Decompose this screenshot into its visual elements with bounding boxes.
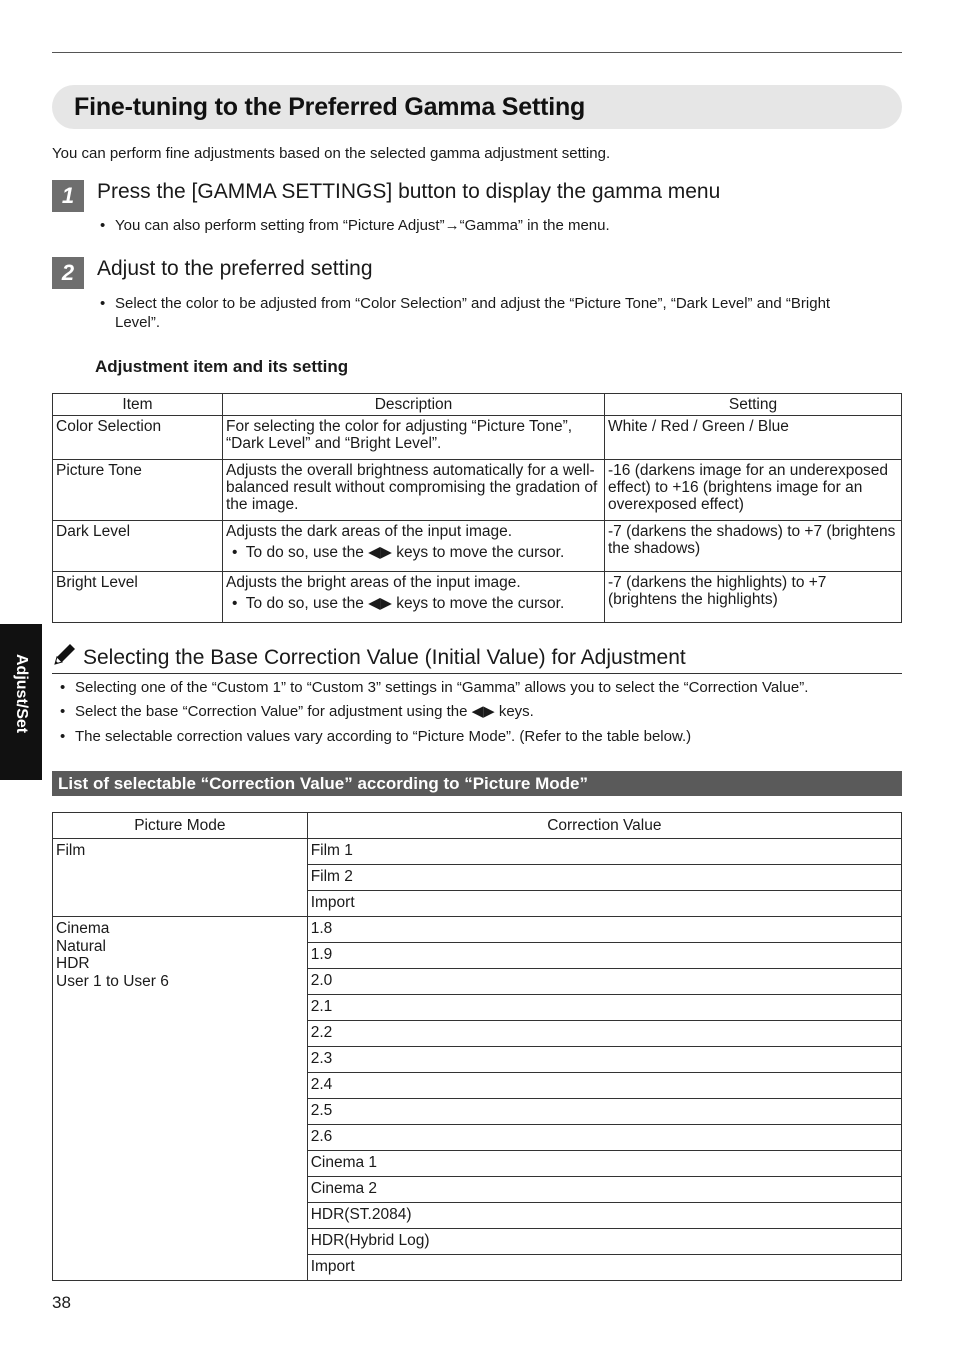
cell-correction-value: Import: [307, 1255, 901, 1281]
cell-bullet: • To do so, use the ◀▶ keys to move the cursor.: [232, 544, 565, 561]
cell-setting: -16 (darkens image for an underexposed effect) to +16 (brightens image for an overexposed effect): [605, 460, 902, 521]
cell-picture-mode: [53, 917, 308, 1281]
cell-bullet: • To do so, use the ◀▶ keys to move the cursor.: [232, 595, 565, 612]
section-side-tab: [0, 624, 42, 780]
correction-table: [52, 812, 902, 1281]
list-heading: List of selectable “Correction Value” according to “Picture Mode”: [58, 774, 588, 793]
bullet-text: The selectable correction values vary according to “Picture Mode”. (Refer to the table below.): [75, 728, 692, 745]
column-header-setting: Setting: [605, 394, 902, 416]
note-title: Selecting the Base Correction Value (Initial Value) for Adjustment: [83, 646, 686, 669]
cell-description-text: Adjusts the bright areas of the input image.: [226, 574, 521, 591]
top-rule: [52, 52, 902, 53]
table-row: [53, 416, 902, 460]
adjustment-table-heading: Adjustment item and its setting: [95, 357, 349, 376]
cell-correction-value: Import: [307, 891, 901, 917]
column-header-picture-mode: Picture Mode: [53, 813, 308, 839]
note-bullet: [60, 702, 534, 721]
cell-correction-value: 2.0: [307, 969, 901, 995]
picture-mode: Natural: [56, 937, 106, 955]
note-heading: [52, 641, 902, 674]
list-heading-band: [52, 771, 902, 796]
bullet-dot: •: [100, 217, 106, 234]
cell-bullet-text: To do so, use the ◀▶ keys to move the cursor.: [245, 544, 565, 561]
cell-setting: -7 (darkens the highlights) to +7 (brightens the highlights): [605, 572, 902, 623]
table-row: [53, 460, 902, 521]
cell-picture-mode: [53, 839, 308, 917]
table-header-row: [53, 813, 902, 839]
picture-mode: Cinema: [56, 920, 110, 937]
cell-correction-value: 2.5: [307, 1099, 901, 1125]
note-bullet: [60, 678, 809, 697]
cell-correction-value: 2.2: [307, 1021, 901, 1047]
step-title: Press the [GAMMA SETTINGS] button to display the gamma menu: [97, 180, 721, 203]
bullet-dot: •: [60, 728, 66, 745]
cell-setting: -7 (darkens the shadows) to +7 (brightens the shadows): [605, 521, 902, 572]
adjustment-table: [52, 393, 902, 623]
note-bullet: [60, 727, 692, 746]
bullet-text: Select the base “Correction Value” for adjustment using the ◀▶ keys.: [75, 703, 534, 720]
bullet-dot: •: [60, 703, 66, 720]
cell-description: For selecting the color for adjusting “Picture Tone”, “Dark Level” and “Bright Level”.: [223, 416, 605, 460]
cell-correction-value: Film 2: [307, 865, 901, 891]
column-header-correction-value: Correction Value: [307, 813, 901, 839]
picture-mode: Film: [56, 842, 86, 859]
bullet-text-line-2: Level”.: [115, 314, 161, 331]
cell-description: [223, 521, 605, 572]
cell-description: Adjusts the overall brightness automatically for a well-balanced result without compromising the gradation of the image.: [223, 460, 605, 521]
cell-item: Color Selection: [53, 416, 223, 460]
intro-text: You can perform fine adjustments based on the selected gamma adjustment setting.: [52, 145, 611, 162]
table-row: [53, 572, 902, 623]
step-2-bullet: [100, 294, 905, 332]
cell-correction-value: 1.8: [307, 917, 901, 943]
cell-correction-value: 2.1: [307, 995, 901, 1021]
cell-item: Dark Level: [53, 521, 223, 572]
column-header-description: Description: [223, 394, 605, 416]
step-number: 1: [52, 180, 84, 212]
table-row: [53, 521, 902, 572]
page-number: 38: [52, 1293, 71, 1312]
cell-item: Picture Tone: [53, 460, 223, 521]
step-number: 2: [52, 257, 84, 289]
cell-correction-value: 2.3: [307, 1047, 901, 1073]
cell-correction-value: Cinema 1: [307, 1151, 901, 1177]
bullet-dot: •: [60, 679, 66, 696]
picture-mode: HDR: [56, 955, 90, 972]
pencil-icon: [52, 641, 78, 667]
bullet-text: Selecting one of the “Custom 1” to “Custom 3” settings in “Gamma” allows you to select the “Correction Value”.: [75, 679, 809, 696]
side-tab-label: Adjust/Set: [13, 654, 30, 734]
step-1-bullet: [100, 216, 610, 235]
table-row: [53, 839, 902, 865]
column-header-item: Item: [53, 394, 223, 416]
cell-description: [223, 572, 605, 623]
cell-bullet-text: To do so, use the ◀▶ keys to move the cursor.: [245, 595, 565, 612]
cell-correction-value: 1.9: [307, 943, 901, 969]
table-row: [53, 917, 902, 943]
cell-correction-value: HDR(Hybrid Log): [307, 1229, 901, 1255]
section-title-bar: [52, 85, 902, 129]
cell-correction-value: 2.4: [307, 1073, 901, 1099]
table-header-row: [53, 394, 902, 416]
page-title: Fine-tuning to the Preferred Gamma Setting: [74, 93, 586, 121]
picture-mode: User 1 to User 6: [56, 972, 169, 990]
cell-correction-value: Cinema 2: [307, 1177, 901, 1203]
cell-item: Bright Level: [53, 572, 223, 623]
bullet-text-line-1: Select the color to be adjusted from “Color Selection” and adjust the “Picture Tone”, “Dark Level” and “Bright: [115, 295, 831, 312]
step-title: Adjust to the preferred setting: [97, 257, 373, 280]
cell-correction-value: Film 1: [307, 839, 901, 865]
cell-correction-value: HDR(ST.2084): [307, 1203, 901, 1229]
cell-setting: White / Red / Green / Blue: [605, 416, 902, 460]
cell-correction-value: 2.6: [307, 1125, 901, 1151]
cell-description-text: Adjusts the dark areas of the input image.: [226, 523, 513, 540]
bullet-dot: •: [100, 295, 106, 312]
bullet-text: You can also perform setting from “Picture Adjust”→“Gamma” in the menu.: [115, 217, 610, 234]
